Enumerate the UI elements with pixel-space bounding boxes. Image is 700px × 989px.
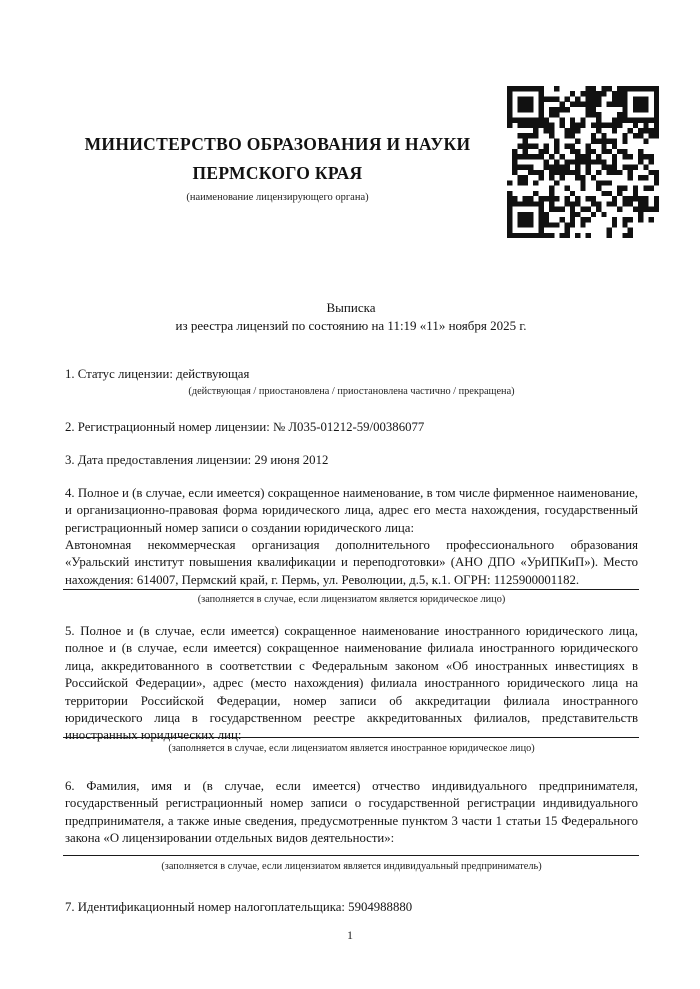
section-6-text: 6. Фамилия, имя и (в случае, если имеется) отчество индивидуального предпринимателя, государственный регистрационный номер записи о государственной регистрации индивидуального предпринимателя, а также иные сведения, предусмотренные пунктом 3 части 1 статьи 15 Федерального закона «О лицензировании отдельных видов деятельности»: <box>65 779 638 846</box>
document-title-line2: из реестра лицензий по состоянию на 11:19 «11» ноября 2025 г. <box>175 318 527 333</box>
ministry-caption: (наименование лицензирующего органа) <box>186 192 369 203</box>
section-4-text: 4. Полное и (в случае, если имеется) сокращенное наименование, в том числе фирменное наименование, и организационно-правовая форма юридического лица, адрес его места нахождения, государственный регистрационный номер записи о создании юридического лица: <box>65 486 638 535</box>
page-number: 1 <box>347 928 353 942</box>
section-6-caption: (заполняется в случае, если лицензиатом является индивидуальный предприниматель) <box>161 861 542 872</box>
section-1-caption: (действующая / приостановлена / приостановлена частично / прекращена) <box>188 386 515 397</box>
ministry-header <box>60 130 495 203</box>
section-5-caption: (заполняется в случае, если лицензиатом является иностранное юридическое лицо) <box>168 743 535 754</box>
section-7-inn: 7. Идентификационный номер налогоплательщика: 5904988880 <box>65 900 413 914</box>
section-2-registration-number: 2. Регистрационный номер лицензии: № Л035-01212-59/00386077 <box>65 420 425 434</box>
section-4-caption: (заполняется в случае, если лицензиатом является юридическое лицо) <box>197 594 506 605</box>
section-4-underline <box>63 589 639 590</box>
ministry-title-line1: МИНИСТЕРСТВО ОБРАЗОВАНИЯ И НАУКИ <box>84 134 471 154</box>
section-5-text: 5. Полное и (в случае, если имеется) сокращенное наименование иностранного юридического лица, полное и (в случае, если имеется) сокращенное наименование филиала иностранного юридического лица, аккредитованного в соответствии с Федеральным законом «Об иностранных инвестициях в Российской Федерации», адрес (место нахождения) филиала иностранного юридического лица на территории Российской Федерации, номер записи об аккредитации филиала иностранного юридического лица в государственном реестре аккредитованных филиалов, представительств иностранных юридических лиц: <box>65 624 638 743</box>
section-3-license-date: 3. Дата предоставления лицензии: 29 июня 2012 <box>65 453 329 467</box>
document-title-line1: Выписка <box>326 300 376 315</box>
document-title <box>65 299 637 335</box>
section-5-underline <box>63 737 639 738</box>
section-4-licensee-value: Автономная некоммерческая организация дополнительного профессионального образования «Уральский институт повышения квалификации и переподготовки» (АНО ДПО «УрИПКиП»). Место нахождения: 614007, Пермский край, г. Пермь, ул. Революции, д.5, к.1. ОГРН: 1125900001182. <box>65 538 638 587</box>
section-6-underline <box>63 855 639 856</box>
qr-code <box>507 83 659 241</box>
ministry-title-line2: ПЕРМСКОГО КРАЯ <box>192 163 363 183</box>
section-1-status: 1. Статус лицензии: действующая <box>65 367 250 381</box>
